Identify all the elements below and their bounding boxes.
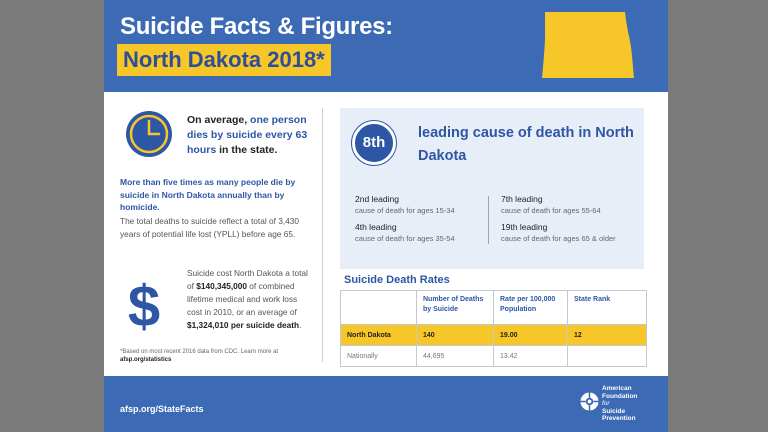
rank-separator: [488, 196, 489, 244]
rank-item-title: 4th leading: [355, 222, 397, 232]
rates-title: Suicide Death Rates: [344, 274, 450, 286]
rank-item: [501, 221, 641, 244]
rank-item-title: 7th leading: [501, 194, 543, 204]
table-cell: 13.42: [494, 346, 568, 367]
cost-average: $1,324,010: [187, 320, 229, 330]
rank-heading: leading cause of death in North Dakota: [418, 125, 634, 164]
rank-item-sub: cause of death for ages 55-64: [501, 206, 601, 215]
table-cell: North Dakota: [341, 325, 417, 346]
ypll-fact: The total deaths to suicide reflect a total of 3,430 years of potential life lost (YPLL) before age 65.: [120, 216, 299, 239]
table-cell: [568, 346, 647, 367]
rank-item-sub: cause of death for ages 15-34: [355, 206, 455, 215]
afsp-name-word: Suicide: [602, 407, 626, 415]
afsp-name-word: for: [602, 400, 610, 407]
suicide-frequency-fact: [187, 113, 309, 158]
svg-text:$: $: [127, 276, 161, 334]
fact-suffix: in the state.: [216, 144, 278, 156]
table-header-cell: [341, 291, 417, 325]
table-cell: Nationally: [341, 346, 417, 367]
afsp-name: [602, 385, 658, 423]
cost-total: $140,345,000: [196, 281, 247, 291]
rank-badge: 8th: [352, 121, 396, 165]
homicide-comparison-fact: More than five times as many people die by suicide in North Dakota annually than by homicide.: [120, 177, 296, 212]
rank-item: [501, 193, 641, 216]
clock-icon: [124, 109, 174, 159]
table-header-cell: Number of Deaths by Suicide: [417, 291, 494, 325]
cost-text-2: of combined lifetime medical and work loss cost in 2010, or an average of: [187, 281, 298, 317]
rank-item: [355, 193, 495, 216]
rank-item-title: 2nd leading: [355, 194, 399, 204]
dollar-sign-icon: [123, 276, 165, 334]
infographic-card: [104, 0, 668, 432]
fact-highlight: one person dies by suicide every 63 hours: [187, 114, 308, 156]
cost-text-1: Suicide cost North Dakota a total of: [187, 268, 308, 291]
page-title: Suicide Facts & Figures:: [120, 13, 393, 40]
table-header-row: [341, 291, 647, 325]
footnote-text: *Based on most recent 2016 data from CDC. Learn more at: [120, 349, 279, 355]
table-cell: 12: [568, 325, 647, 346]
afsp-name-line: Prevention: [602, 415, 636, 422]
afsp-name-line: American: [602, 385, 632, 392]
afsp-name-line: [602, 400, 658, 415]
afsp-logo: [580, 385, 658, 423]
cost-text-4: .: [299, 320, 302, 330]
table-cell: 44,695: [417, 346, 494, 367]
table-header-cell: Rate per 100,000 Population: [494, 291, 568, 325]
column-divider: [322, 108, 323, 362]
rates-table: [340, 290, 647, 367]
header-banner: [104, 0, 668, 92]
state-facts-link[interactable]: afsp.org/StateFacts: [120, 404, 204, 414]
afsp-logo-icon: [580, 392, 599, 411]
ranking-panel: [340, 108, 644, 269]
north-dakota-map-icon: [542, 12, 636, 80]
table-row: [341, 346, 647, 367]
page-subtitle: North Dakota 2018*: [117, 44, 331, 76]
statistics-link[interactable]: afsp.org/statistics: [120, 357, 172, 363]
table-cell: 140: [417, 325, 494, 346]
table-cell: 19.00: [494, 325, 568, 346]
cost-text-3: per suicide death: [228, 320, 300, 330]
fact-prefix: On average,: [187, 114, 251, 126]
cost-fact: [187, 267, 313, 332]
rank-item-title: 19th leading: [501, 222, 548, 232]
rank-item-sub: cause of death for ages 35-54: [355, 234, 455, 243]
table-header-cell: State Rank: [568, 291, 647, 325]
afsp-name-line: Foundation: [602, 392, 638, 400]
table-row: [341, 325, 647, 346]
rank-item-sub: cause of death for ages 65 & older: [501, 234, 616, 243]
footer-banner: [104, 376, 668, 432]
rank-item: [355, 221, 495, 244]
footnote: [120, 348, 316, 364]
